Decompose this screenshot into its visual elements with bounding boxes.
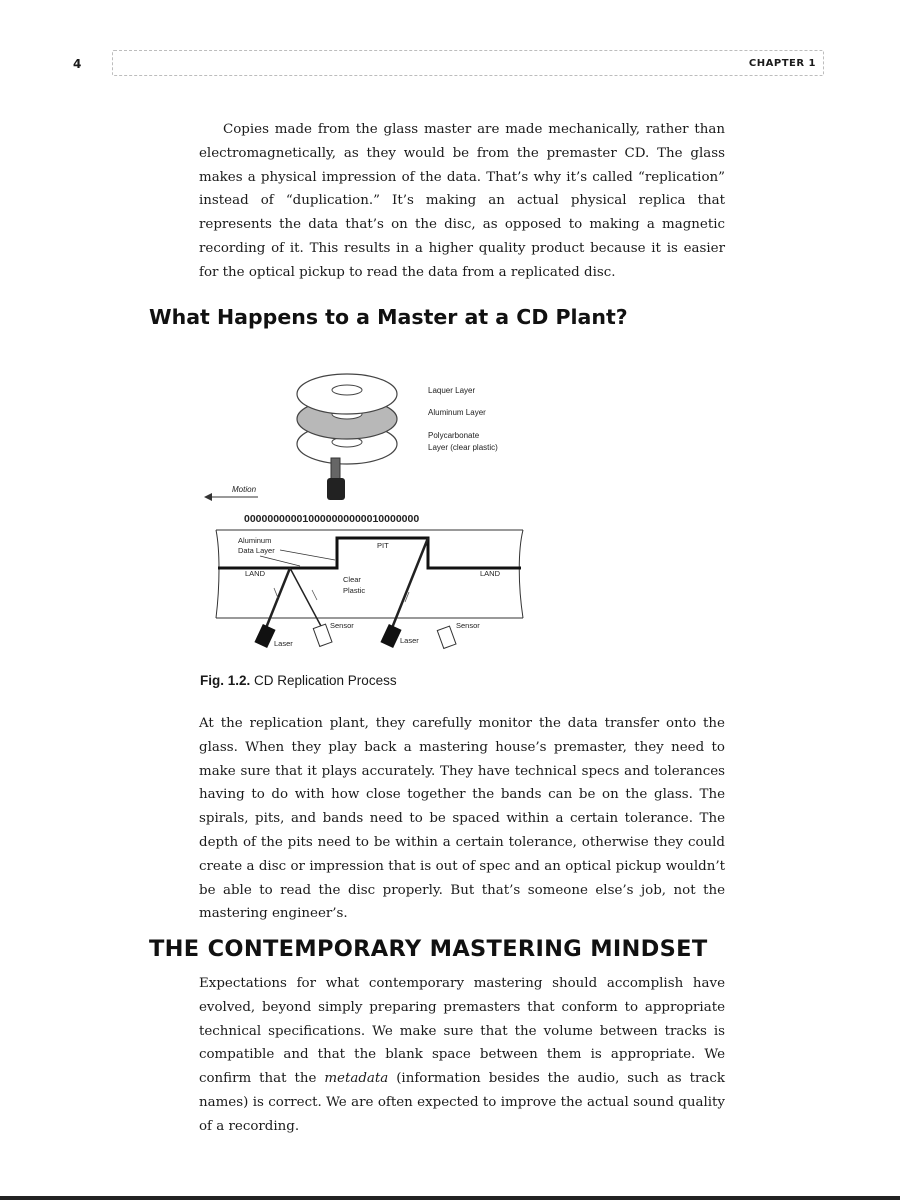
clear-plastic-label-2: Plastic [343, 586, 366, 595]
motion-label: Motion [232, 485, 257, 494]
pit-label: PIT [377, 541, 389, 550]
sensor-right [437, 626, 456, 648]
bit-sequence: 000000000010000000000010000000 [244, 513, 420, 525]
running-header [112, 50, 824, 76]
sensor-right-label: Sensor [456, 621, 480, 630]
body-paragraph-2: At the replication plant, they carefully monitor the data transfer onto the glass. When they play back a mastering house’s premaster, they need to make sure that it plays accurately. They have technical specs and tolerances having to do with how close together the bands can be on the glass. The spirals, pits, and bands need to be spaced within a certain tolerance. The depth of the pits need to be within a certain tolerance, otherwise they could create a disc or impression that is out of spec and an optical pickup wouldn’t be able to read the disc properly. But that’s someone else’s job, not the mastering engineer’s. [199, 716, 725, 922]
laser-right [380, 624, 401, 648]
section-heading: What Happens to a Master at a CD Plant? [149, 305, 628, 329]
bottom-rule [0, 1196, 900, 1200]
body-paragraph-1: Copies made from the glass master are made mechanically, rather than electromagnetically, as they would be from the premaster CD. The glass makes a physical impression of the data. That’s why it’s called “replication” instead of “duplication.” It’s making an actual physical replica that represents the data that’s on the disc, as opposed to making a magnetic recording of it. This results in a higher quality product because it is easier for the optical pickup to read the data from a replicated disc. [199, 122, 725, 280]
laser-left-label: Laser [274, 639, 293, 648]
body-paragraph-3-start: Expectations for what contemporary mastering should accomplish have evolved, beyond simply preparing premasters that conform to appropriate technical specifications. We make sure that the volume between tracks is compatible and that the blank space between them is appropriate. We confirm that the [199, 976, 725, 1087]
figure-caption-text: CD Replication Process [250, 673, 397, 688]
disc-stack [297, 374, 397, 500]
clear-plastic-label: Clear [343, 575, 361, 584]
aluminum-data-layer-label-2: Data Layer [238, 546, 275, 555]
chapter-label: CHAPTER 1 [748, 58, 816, 69]
laser-left [254, 624, 275, 648]
page-number: 4 [73, 57, 82, 71]
motion-arrowhead [204, 493, 212, 501]
cd-replication-diagram [200, 360, 530, 660]
lacquer-layer-label: Laquer Layer [428, 386, 476, 395]
sensor-left-label: Sensor [330, 621, 354, 630]
aluminum-layer-label: Aluminum Layer [428, 408, 486, 417]
land-left-label: LAND [245, 569, 266, 578]
body-paragraph-3 [199, 972, 725, 1139]
laser-right-label: Laser [400, 636, 419, 645]
land-right-label: LAND [480, 569, 501, 578]
figure-caption [200, 673, 397, 688]
metadata-term: metadata [324, 1071, 389, 1087]
chapter-section-heading: THE CONTEMPORARY MASTERING MINDSET [149, 936, 708, 962]
polycarbonate-label-2: Layer (clear plastic) [428, 443, 498, 452]
polycarbonate-label: Polycarbonate [428, 431, 480, 440]
figure-caption-label: Fig. 1.2. [200, 673, 251, 688]
aluminum-data-layer-label: Aluminum [238, 536, 272, 545]
body-paragraph-3-end: (information besides the audio, such as track names) is correct. We are often expected to improve the actual sound quality of a recording. [199, 1071, 725, 1134]
cd-replication-figure [200, 360, 530, 660]
